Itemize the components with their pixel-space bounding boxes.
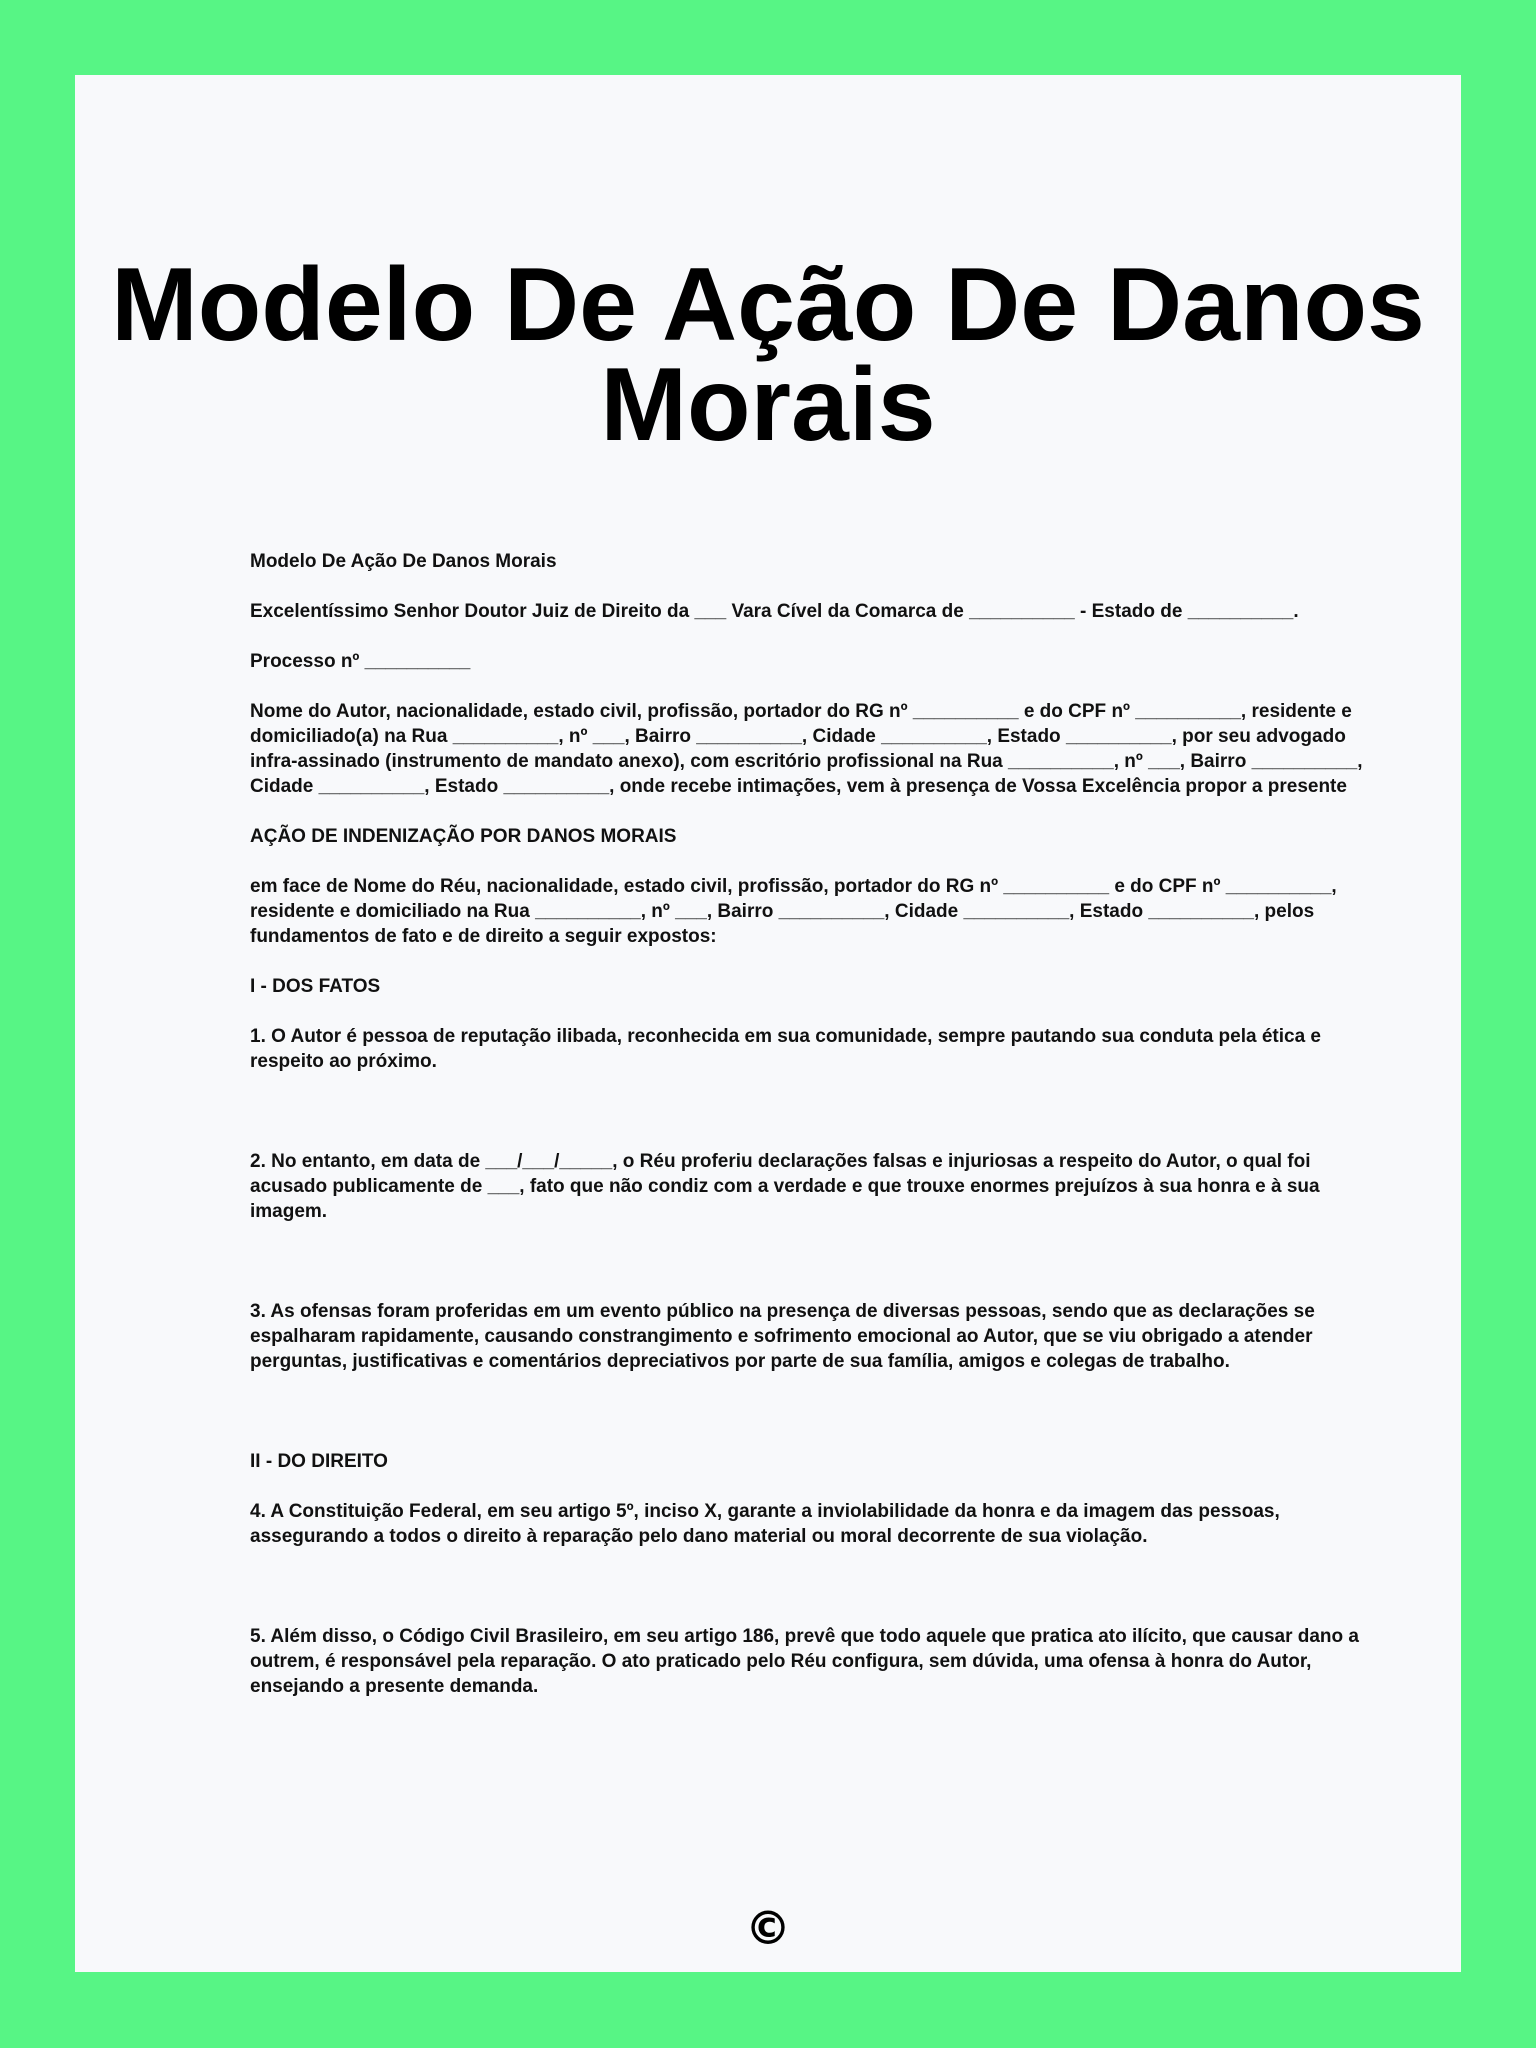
law-paragraph-4: 4. A Constituição Federal, em seu artigo 5º, inciso X, garante a inviolabilidade da honra e da imagem das pessoas, assegurando a todos o direito à reparação pelo dano material ou moral decorrente de sua violação.: [250, 1501, 1280, 1547]
fact-paragraph-1: 1. O Autor é pessoa de reputação ilibada, reconhecida em sua comunidade, sempre pautando sua conduta pela ética e respeito ao próximo.: [250, 1026, 1321, 1072]
action-title: AÇÃO DE INDENIZAÇÃO POR DANOS MORAIS: [250, 826, 677, 847]
document-body: [250, 549, 1365, 1724]
defendant-qualification: em face de Nome do Réu, nacionalidade, estado civil, profissão, portador do RG nº __________ e do CPF nº __________, residente e domiciliado na Rua __________, nº ___, Bairro __________, Cidade __________, Estado __________, pelos fundamentos de fato e de direito a seguir expostos:: [250, 876, 1337, 947]
fact-paragraph-2: 2. No entanto, em data de ___/___/_____, o Réu proferiu declarações falsas e injuriosas a respeito do Autor, o qual foi acusado publicamente de ___, fato que não condiz com a verdade e que trouxe enormes prejuízos à sua honra e à sua imagem.: [250, 1151, 1320, 1222]
heading-line: Modelo De Ação De Danos Morais: [250, 551, 557, 572]
section-facts-heading: I - DOS FATOS: [250, 976, 381, 997]
document-title: Modelo De Ação De Danos Morais: [111, 247, 1425, 463]
fact-paragraph-3: 3. As ofensas foram proferidas em um evento público na presença de diversas pessoas, sendo que as declarações se espalharam rapidamente, causando constrangimento e sofrimento emocional ao Autor, que se viu obrigado a atender perguntas, justificativas e comentários depreciativos por parte de sua família, amigos e colegas de trabalho.: [250, 1301, 1315, 1372]
document-page: [75, 75, 1461, 1972]
section-law-heading: II - DO DIREITO: [250, 1451, 388, 1472]
process-number: Processo nº __________: [250, 651, 471, 672]
addressee-paragraph: Excelentíssimo Senhor Doutor Juiz de Direito da ___ Vara Cível da Comarca de __________ - Estado de __________.: [250, 601, 1299, 622]
plaintiff-qualification: Nome do Autor, nacionalidade, estado civil, profissão, portador do RG nº __________ e do CPF nº __________, residente e domiciliado(a) na Rua __________, nº ___, Bairro __________, Cidade __________, Estado __________, por seu advogado infra-assinado (instrumento de mandato anexo), com escritório profissional na Rua __________, nº ___, Bairro __________, Cidade __________, Estado __________, onde recebe intimações, vem à presença de Vossa Excelência propor a presente: [250, 701, 1363, 797]
law-paragraph-5: 5. Além disso, o Código Civil Brasileiro, em seu artigo 186, prevê que todo aquele que pratica ato ilícito, que causar dano a outrem, é responsável pela reparação. O ato praticado pelo Réu configura, sem dúvida, uma ofensa à honra do Autor, ensejando a presente demanda.: [250, 1626, 1359, 1697]
copyright-icon: ©: [745, 1901, 791, 1955]
